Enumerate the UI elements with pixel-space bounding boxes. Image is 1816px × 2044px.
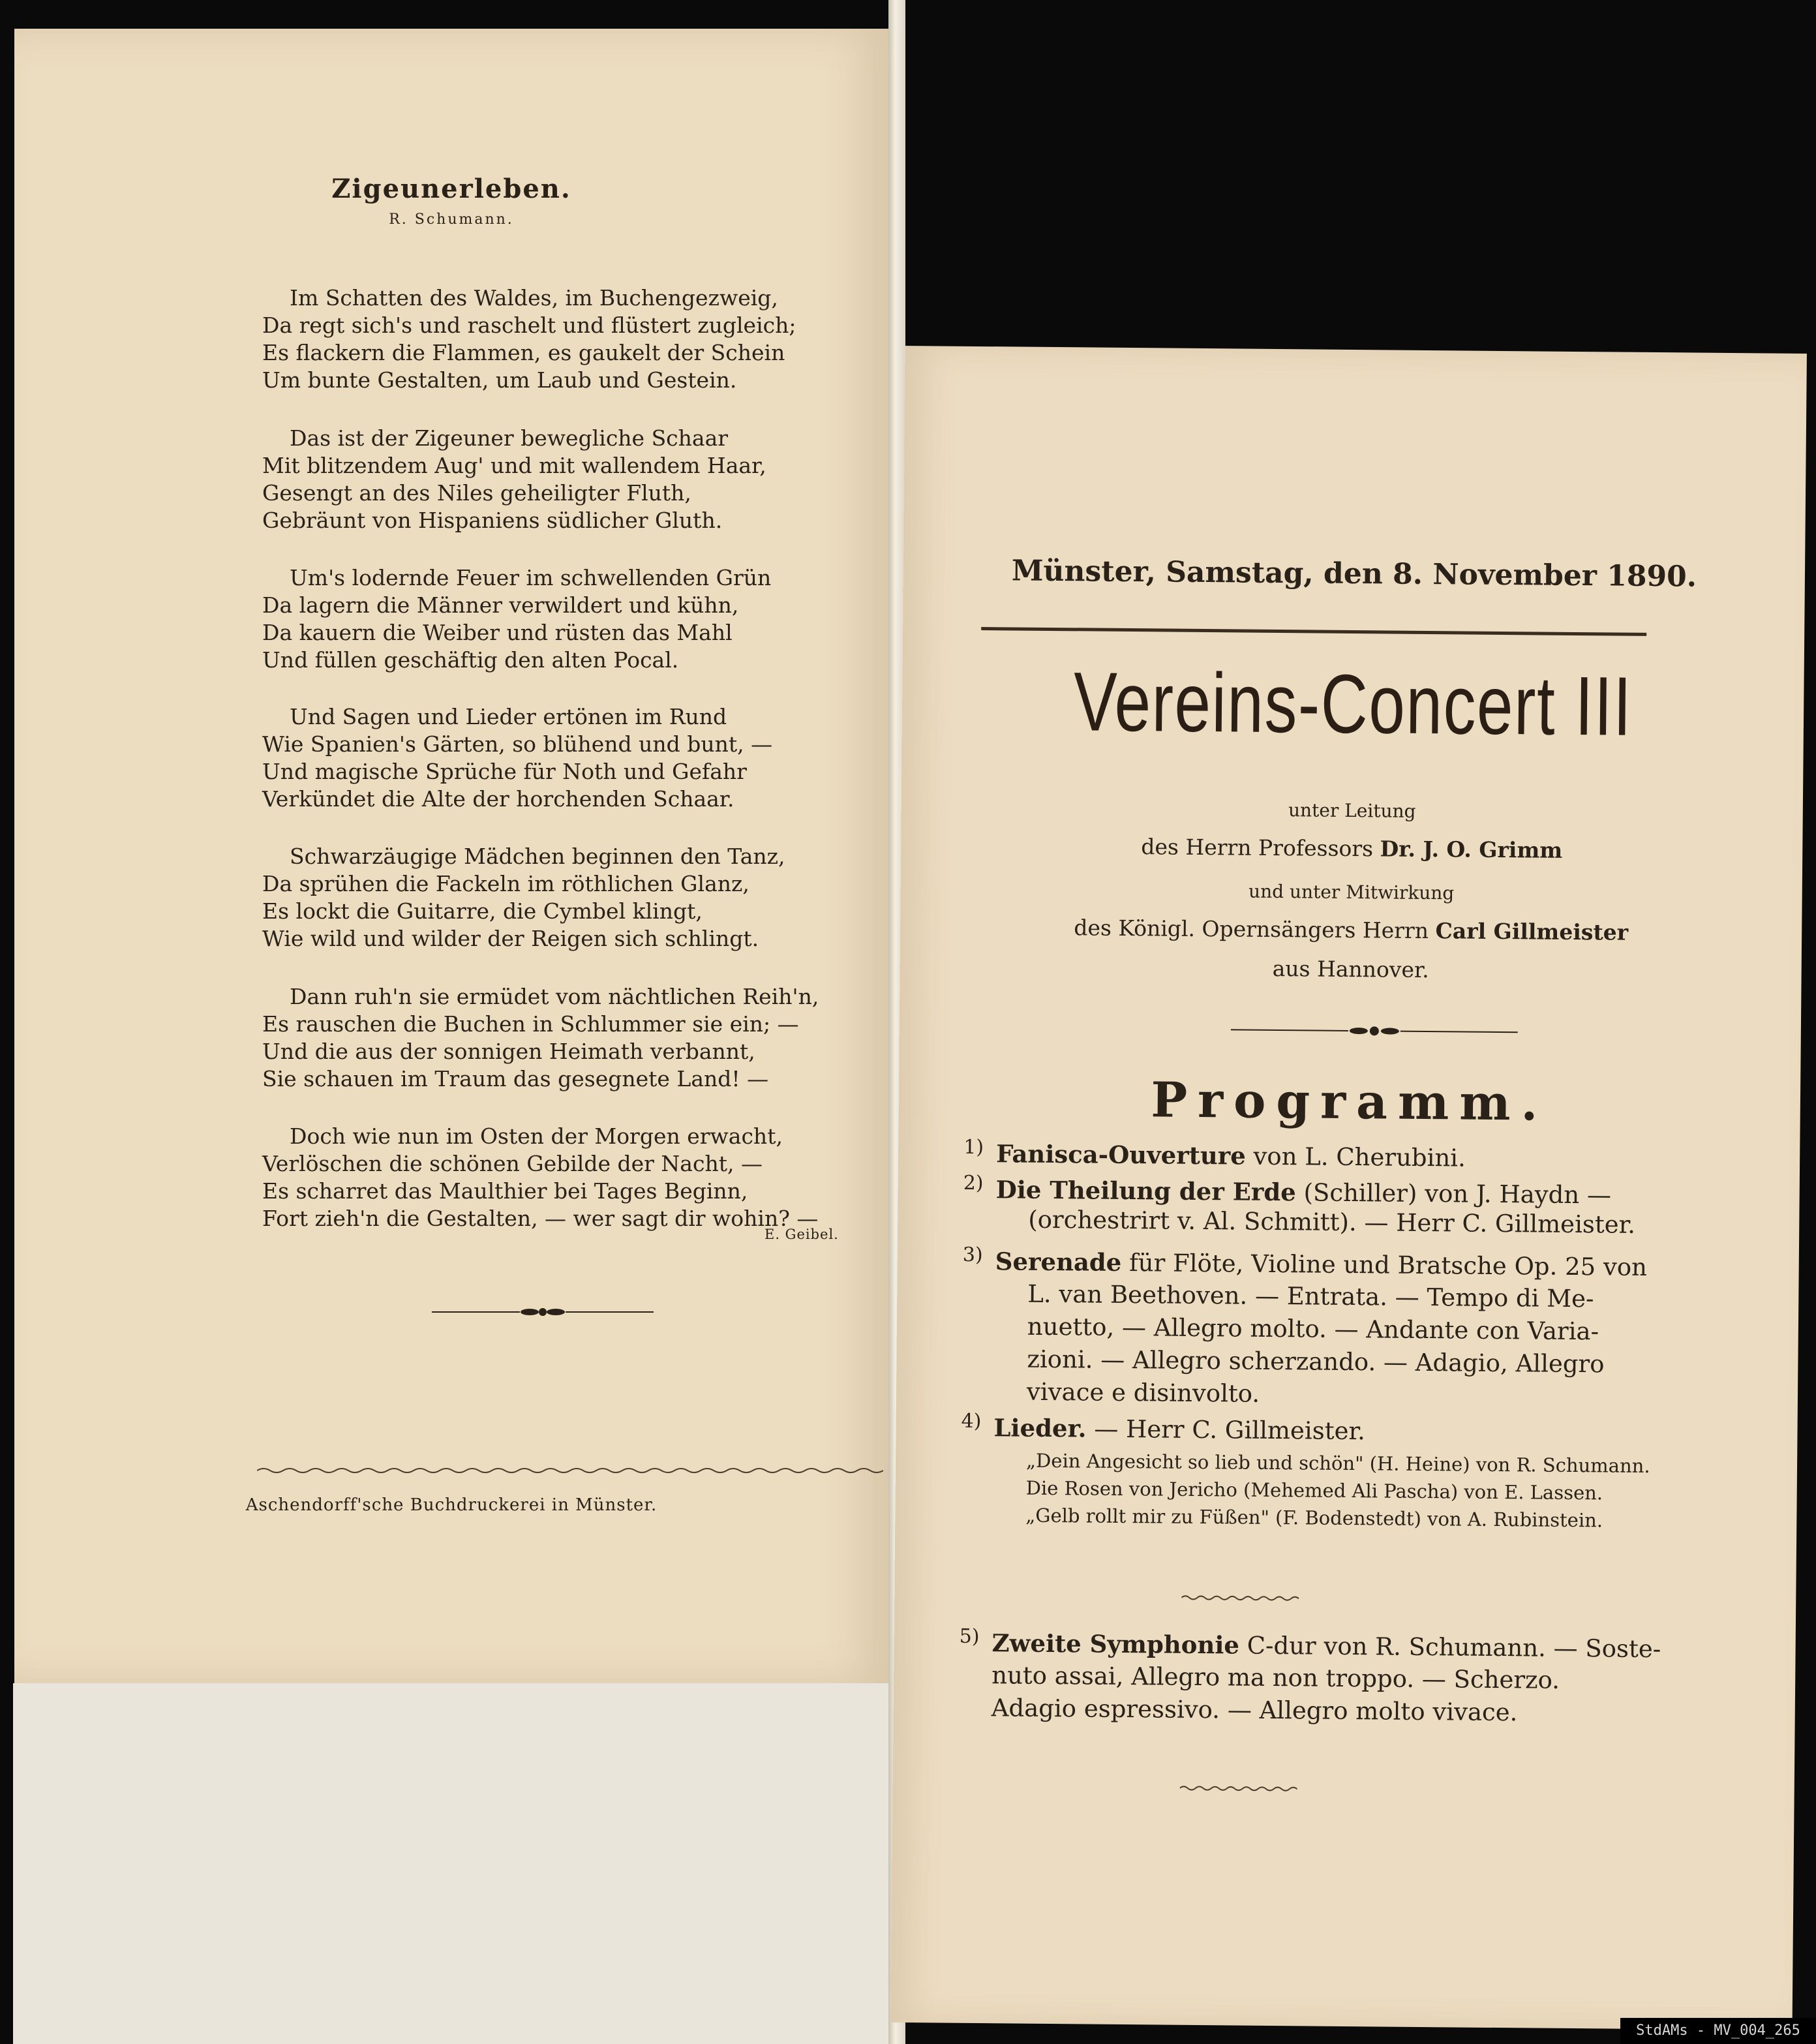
item-continuation: Adagio espressivo. — Allegro molto vivace. — [991, 1694, 1518, 1727]
dateline: Münster, Samstag, den 8. November 1890. — [1011, 554, 1697, 594]
item-text — [991, 1628, 1661, 1664]
item-number: 3) — [962, 1243, 983, 1267]
poem-line: Mit blitzendem Aug' und mit wallendem Haar, — [262, 453, 766, 478]
right-page — [891, 346, 1807, 2030]
conductor-line — [901, 832, 1802, 865]
song-entry: „Gelb rollt mir zu Füßen" (F. Bodenstedt) von A. Rubinstein. — [1025, 1504, 1603, 1532]
assist-name: Carl Gillmeister — [1435, 918, 1629, 945]
poem-line: Fort zieh'n die Gestalten, — wer sagt dir wohin? — — [262, 1206, 819, 1231]
poem-line: Und füllen geschäftig den alten Pocal. — [262, 647, 679, 673]
poem-line: Es rauschen die Buchen in Schlummer sie ein; — — [262, 1011, 799, 1037]
programm-heading: Programm. — [1151, 1072, 1549, 1132]
poem-line: Das ist der Zigeuner bewegliche Schaar — [290, 425, 729, 451]
poem-line: Und Sagen und Lieder ertönen im Rund — [290, 704, 727, 729]
poem-line: Es flackern die Flammen, es gaukelt der Schein — [262, 340, 785, 365]
poem-stanza — [262, 425, 849, 534]
poem-line: Dann ruh'n sie ermüdet vom nächtlichen Reih'n, — [290, 984, 819, 1009]
poem-line: Und die aus der sonnigen Heimath verbannt, — [262, 1039, 755, 1064]
poem-line: Im Schatten des Waldes, im Buchengezweig, — [290, 285, 778, 311]
item-title: Lieder. — [993, 1413, 1087, 1443]
poem-stanza — [262, 1123, 849, 1232]
poem-line: Doch wie nun im Osten der Morgen erwacht, — [290, 1123, 783, 1149]
item-continuation: zioni. — Allegro scherzando. — Adagio, Allegro — [1027, 1345, 1605, 1379]
poem-composer: R. Schumann. — [389, 211, 514, 228]
ornament-divider-right — [1231, 1020, 1518, 1041]
item-detail: von L. Cherubini. — [1245, 1142, 1466, 1172]
item-detail: (Schiller) von J. Haydn — — [1295, 1178, 1612, 1210]
item-title: Fanisca-Ouverture — [996, 1139, 1246, 1170]
poem-line: Und magische Sprüche für Noth und Gefahr — [262, 759, 747, 784]
song-entry: „Dein Angesicht so lieb und schön" (H. Heine) von R. Schumann. — [1025, 1449, 1650, 1478]
poem-line: Es scharret das Maulthier bei Tages Beginn, — [262, 1178, 748, 1204]
wavy-rule — [257, 1464, 883, 1477]
poem-line: Da lagern die Männer verwildert und kühn, — [262, 592, 739, 618]
poem-line: Schwarzäugige Mädchen beginnen den Tanz, — [290, 844, 785, 869]
assist-origin: aus Hannover. — [1272, 955, 1429, 983]
program-item — [898, 1243, 1799, 1408]
item-number: 2) — [963, 1171, 984, 1195]
assist-line — [900, 913, 1802, 947]
poem-line: Da kauern die Weiber und rüsten das Mahl — [262, 620, 733, 645]
item-text — [993, 1412, 1365, 1446]
assist-intro: und unter Mitwirkung — [1248, 880, 1455, 904]
poem-line: Gebräunt von Hispaniens südlicher Gluth. — [262, 508, 723, 533]
poem-title: Zigeunerleben. — [331, 174, 571, 204]
item-continuation: vivace e disinvolto. — [1026, 1377, 1260, 1408]
poem-line: Verlöschen die schönen Gebilde der Nacht, — — [262, 1151, 763, 1176]
program-item — [896, 1409, 1798, 1532]
poem-line: Da sprühen die Fackeln im röthlichen Glanz, — [262, 871, 749, 896]
wavy-rule — [1181, 1593, 1299, 1604]
poem-stanza — [262, 983, 849, 1093]
assist-prefix: des Königl. Opernsängers Herrn — [1074, 915, 1429, 944]
poem-stanza — [262, 703, 849, 813]
poem-line: Da regt sich's und raschelt und flüstert zugleich; — [262, 313, 796, 338]
item-number: 4) — [961, 1409, 982, 1433]
item-continuation: (orchestrirt v. Al. Schmitt). — Herr C. Gillmeister. — [1028, 1205, 1636, 1239]
header-rule — [981, 627, 1646, 636]
song-entry: Die Rosen von Jericho (Mehemed Ali Pascha) von E. Lassen. — [1025, 1476, 1603, 1504]
wavy-rule — [1180, 1784, 1297, 1794]
item-detail: für Flöte, Violine und Bratsche Op. 25 von — [1121, 1248, 1648, 1281]
item-continuation: L. van Beethoven. — Entrata. — Tempo di Me- — [1027, 1279, 1594, 1313]
poem-author: E. Geibel. — [764, 1227, 839, 1242]
archive-watermark: StdAMs - MV_004_265 — [1620, 2018, 1816, 2044]
backing-sheet — [13, 1683, 900, 2044]
item-text — [995, 1246, 1648, 1283]
concert-title: Vereins-Concert III — [1073, 655, 1633, 754]
poem-line: Es lockt die Guitarre, die Cymbel klingt, — [262, 898, 703, 924]
poem-line: Um's lodernde Feuer im schwellenden Grün — [290, 565, 772, 590]
conductor-name: Dr. J. O. Grimm — [1380, 836, 1563, 863]
program-item — [898, 1135, 1800, 1172]
item-continuation: nuto assai, Allegro ma non troppo. — Scherzo. — [991, 1661, 1560, 1694]
item-title: Die Theilung der Erde — [995, 1175, 1297, 1207]
poem-line: Verkündet die Alte der horchenden Schaar. — [262, 786, 734, 812]
item-number: 5) — [959, 1625, 980, 1649]
poem-line: Wie Spanien's Gärten, so blühend und bunt, — — [262, 731, 773, 757]
item-title: Zweite Symphonie — [991, 1628, 1240, 1660]
ornament-divider — [432, 1304, 654, 1320]
item-title: Serenade — [995, 1247, 1122, 1277]
item-continuation: nuetto, — Allegro molto. — Andante con Varia- — [1027, 1312, 1599, 1346]
poem-line: Wie wild und wilder der Reigen sich schlingt. — [262, 926, 759, 951]
poem-stanza — [262, 843, 849, 953]
poem-line: Um bunte Gestalten, um Laub und Gestein. — [262, 367, 737, 393]
poem-line: Gesengt an des Niles geheiligter Fluth, — [262, 480, 691, 506]
poem-line: Sie schauen im Traum das gesegnete Land! — — [262, 1066, 769, 1091]
item-detail: — Herr C. Gillmeister. — [1086, 1414, 1366, 1446]
poem-stanza — [262, 284, 849, 394]
printer-imprint: Aschendorff'sche Buchdruckerei in Münster. — [245, 1495, 658, 1515]
conductor-prefix: des Herrn Professors — [1141, 834, 1374, 862]
program-item — [894, 1625, 1796, 1727]
conductor-intro: unter Leitung — [1288, 799, 1416, 822]
left-page — [14, 29, 888, 1683]
item-number: 1) — [963, 1135, 984, 1159]
poem-stanza — [262, 564, 849, 674]
item-text — [996, 1138, 1466, 1173]
item-detail: C-dur von R. Schumann. — Soste- — [1239, 1631, 1661, 1664]
